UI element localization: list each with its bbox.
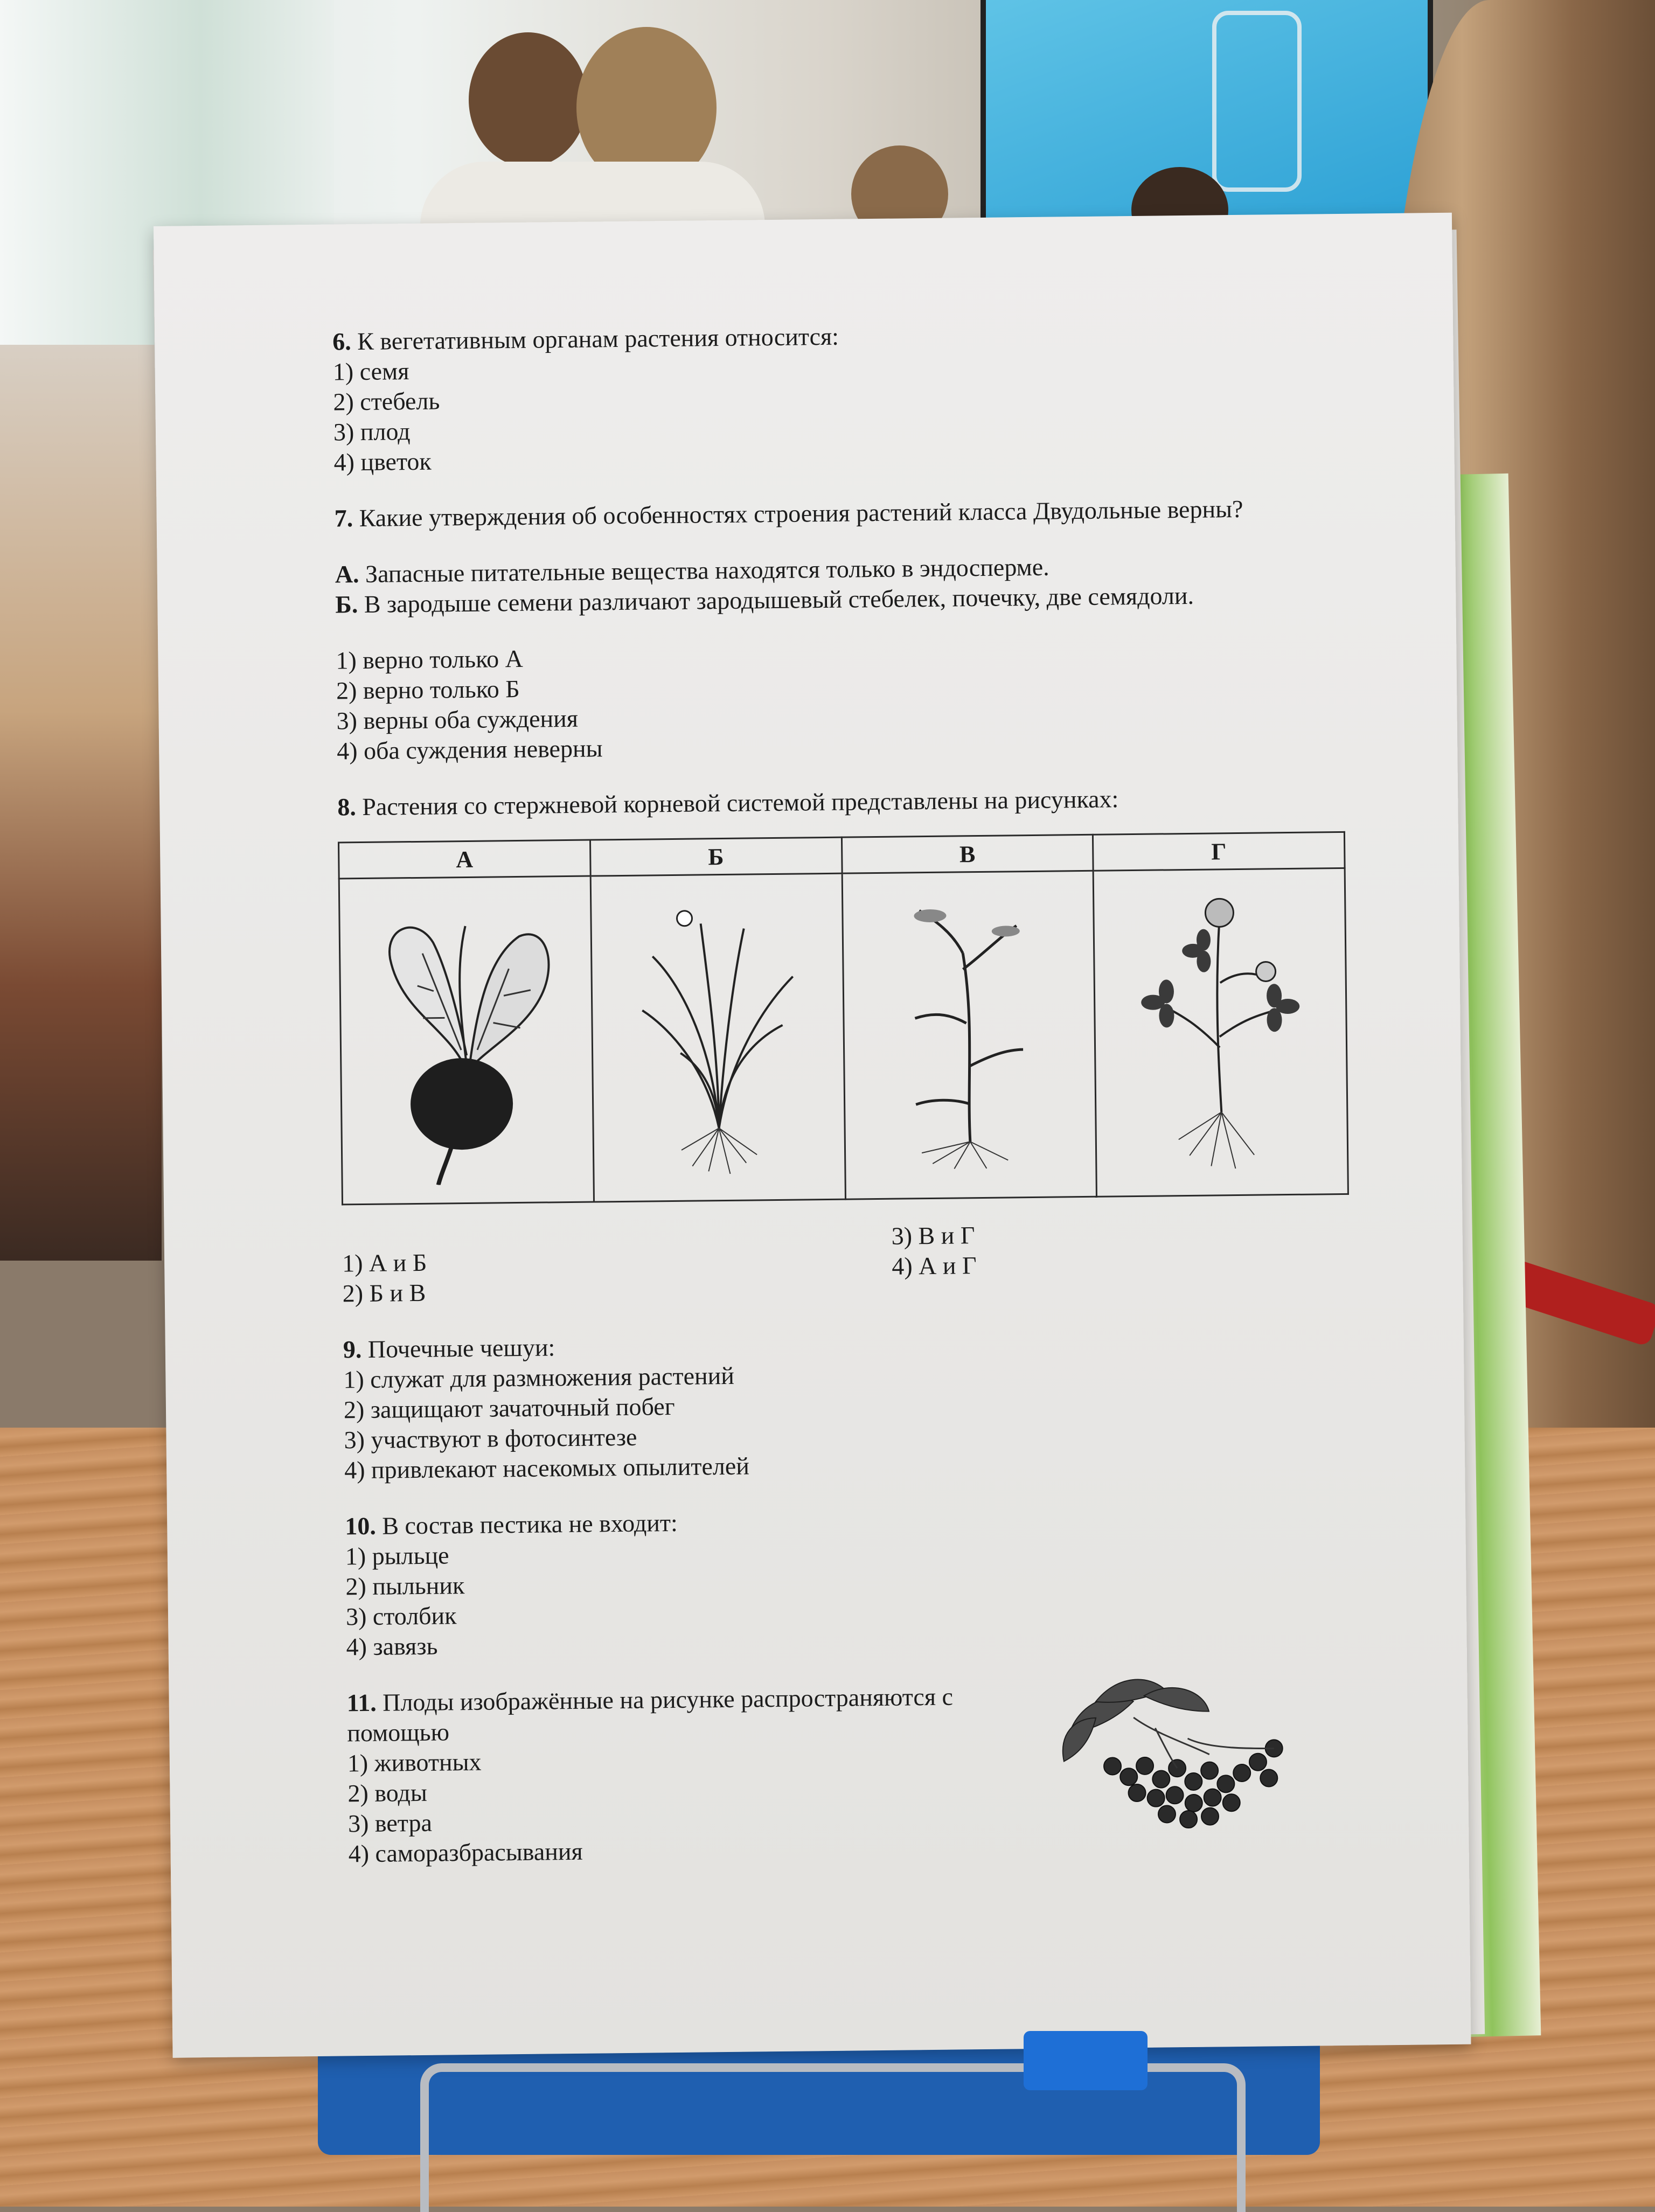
statement-label: Б. — [335, 590, 358, 618]
question-text: Плоды изображённые на рисунке распространяются с — [382, 1682, 954, 1716]
answer-option: 4) завязь — [346, 1632, 438, 1661]
left-desk — [0, 345, 162, 1261]
skeleton-figure — [1212, 11, 1302, 192]
plant-cell-a — [339, 876, 594, 1205]
answer-option: 1) верно только А — [336, 644, 524, 674]
question-text: Растения со стержневой корневой системой представлены на рисунках: — [362, 785, 1119, 821]
question-number: 11. — [346, 1688, 377, 1717]
clover-illustration — [1122, 885, 1319, 1178]
beet-illustration — [368, 893, 565, 1186]
options-column-right — [891, 1216, 1323, 1303]
sheet-content — [332, 316, 1426, 1895]
answer-option: 2) пыльник — [345, 1571, 465, 1601]
question-9 — [343, 1323, 1422, 1485]
plant-cell-b — [590, 873, 845, 1202]
plant-cell-v — [842, 871, 1097, 1199]
answer-option: 3) верны оба суждения — [336, 704, 579, 735]
column-header-a: А — [338, 840, 590, 879]
question-number: 8. — [337, 793, 357, 821]
answer-option: 1) А и Б — [342, 1248, 427, 1277]
question-text: К вегетативным органам растения относится: — [357, 322, 839, 356]
answer-option: 3) В и Г — [891, 1221, 975, 1250]
student-head — [469, 32, 587, 167]
answer-option: 4) оба суждения неверны — [336, 734, 603, 765]
answer-option: 2) верно только Б — [336, 674, 520, 705]
answer-option: 4) А и Г — [892, 1251, 977, 1280]
question-number: 9. — [343, 1335, 362, 1364]
answer-option: 1) рыльце — [345, 1541, 449, 1570]
question-11 — [346, 1677, 1425, 1869]
answer-option: 3) ветра — [347, 1808, 433, 1838]
test-sheet — [154, 213, 1471, 2058]
statement-text: В зародыше семени различают зародышевый стебелек, почечку, две семядоли. — [364, 581, 1194, 618]
answer-option: 3) участвуют в фотосинтезе — [344, 1423, 637, 1454]
question-6 — [332, 316, 1411, 478]
answer-option: 2) Б и В — [342, 1278, 426, 1307]
plant-cell-g — [1093, 868, 1348, 1197]
answer-option: 2) воды — [347, 1778, 427, 1807]
couch-grass-illustration — [871, 887, 1068, 1180]
question-text: В состав пестика не входит: — [382, 1508, 678, 1540]
question-text: Почечные чешуи: — [367, 1333, 555, 1363]
column-header-b: Б — [590, 837, 842, 876]
answer-option: 2) стебель — [333, 387, 440, 416]
blue-binder-clip — [1024, 2031, 1148, 2090]
answer-option: 4) цветок — [333, 447, 432, 476]
question-7 — [334, 492, 1414, 767]
column-header-v: В — [842, 834, 1093, 873]
answer-option: 1) животных — [347, 1748, 482, 1777]
answer-option: 1) служат для размножения растений — [343, 1361, 735, 1394]
plant-table — [338, 831, 1349, 1206]
question-8-title — [337, 781, 1415, 823]
question-text-continued: помощью — [347, 1718, 450, 1747]
statement-text: Запасные питательные вещества находятся только в эндосперме. — [365, 553, 1049, 588]
answer-option: 4) саморазбрасывания — [348, 1837, 583, 1868]
question-number: 6. — [332, 328, 352, 356]
statement-label: А. — [335, 560, 359, 588]
answer-option: 2) защищают зачаточный побег — [343, 1392, 675, 1424]
question-8-options — [342, 1215, 1420, 1309]
answer-option: 1) семя — [332, 357, 409, 386]
grass-illustration — [620, 890, 817, 1183]
rowan-berries-illustration — [1047, 1667, 1307, 1842]
answer-option: 4) привлекают насекомых опылителей — [344, 1452, 750, 1484]
question-10 — [345, 1500, 1424, 1662]
column-header-g: Г — [1093, 832, 1345, 871]
answer-option: 3) столбик — [345, 1602, 457, 1631]
options-column-left — [342, 1221, 892, 1309]
question-8 — [337, 781, 1420, 1309]
question-number: 7. — [334, 504, 353, 532]
answer-option: 3) плод — [333, 418, 411, 446]
question-text: Какие утверждения об особенностях строения растений класса Двудольные верны? — [359, 495, 1243, 532]
question-number: 10. — [345, 1512, 377, 1540]
